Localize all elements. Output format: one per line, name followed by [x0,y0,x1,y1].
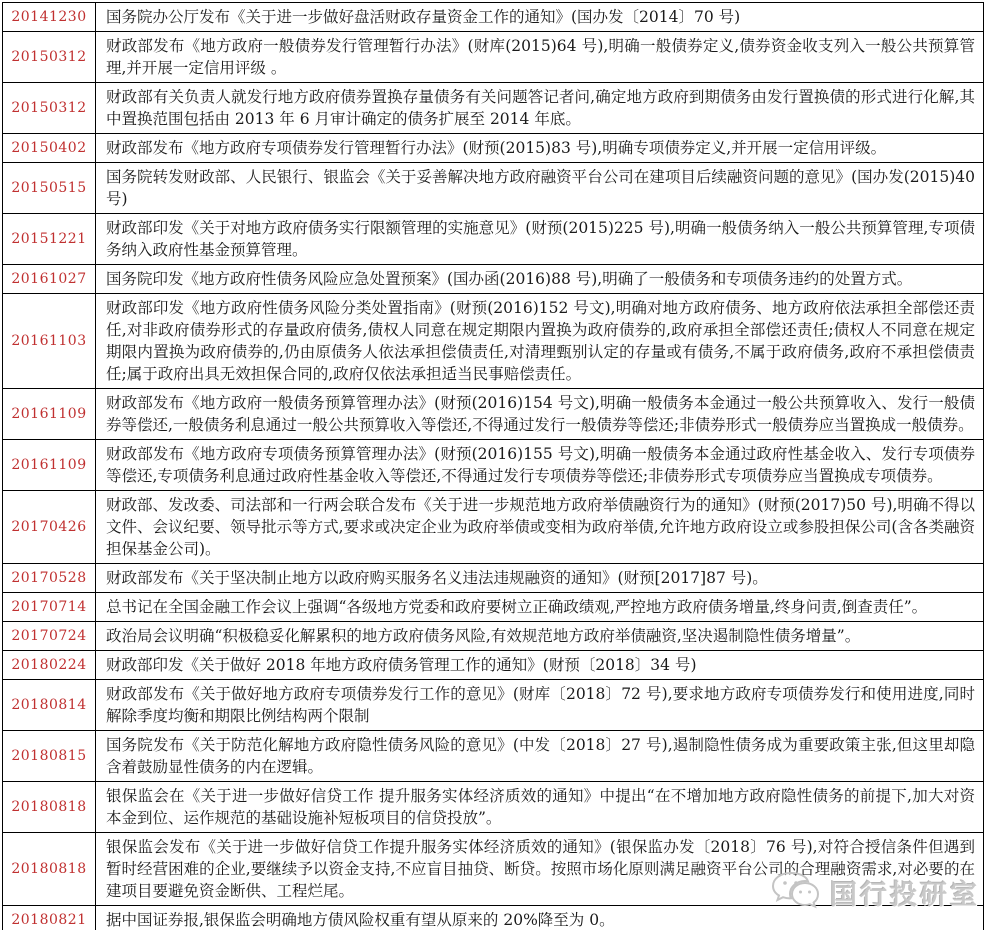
policy-text-cell: 银保监会发布《关于进一步做好信贷工作提升服务实体经济质效的通知》(银保监办发〔2018〕76 号),对符合授信条件但遇到暂时经营困难的企业,要继续予以资金支持,不应盲目抽贷、断贷。按照市场化原则满足融资平台公司的合理融资需求,对必要的在建项目要避免资金断供、工程烂尾。 [96,833,984,906]
policy-text-cell: 国务院发布《关于防范化解地方政府隐性债务风险的意见》(中发〔2018〕27 号),遏制隐性债务成为重要政策主张,但这里却隐含着鼓励显性债务的内在逻辑。 [96,731,984,782]
date-cell: 20180224 [3,651,96,680]
policy-table [2,2,984,930]
date-cell: 20161109 [3,389,96,440]
date-cell: 20180821 [3,906,96,930]
table-row [3,593,984,622]
date-cell: 20170426 [3,491,96,564]
table-row [3,564,984,593]
table-row [3,214,984,265]
table-row [3,680,984,731]
date-cell: 20180815 [3,731,96,782]
table-row [3,3,984,32]
date-cell: 20150402 [3,134,96,163]
policy-text-cell: 国务院转发财政部、人民银行、银监会《关于妥善解决地方政府融资平台公司在建项目后续融资问题的意见》(国办发(2015)40 号) [96,163,984,214]
date-cell: 20170714 [3,593,96,622]
date-cell: 20141230 [3,3,96,32]
table-row [3,833,984,906]
policy-text-cell: 据中国证券报,银保监会明确地方债风险权重有望从原来的 20%降至为 0。 [96,906,984,930]
date-cell: 20150312 [3,83,96,134]
policy-text-cell: 财政部、发改委、司法部和一行两会联合发布《关于进一步规范地方政府举债融资行为的通知》(财预(2017)50 号),明确不得以文件、会议纪要、领导批示等方式,要求或决定企业为政府举债或变相为政府举债,允许地方政府设立或参股担保公司(含各类融资担保基金公司)。 [96,491,984,564]
policy-text-cell: 财政部印发《关于对地方政府债务实行限额管理的实施意见》(财预(2015)225 号),明确一般债务纳入一般公共预算管理,专项债务纳入政府性基金预算管理。 [96,214,984,265]
policy-text-cell: 银保监会在《关于进一步做好信贷工作 提升服务实体经济质效的通知》中提出“在不增加地方政府隐性债务的前提下,加大对资本金到位、运作规范的基础设施补短板项目的信贷投放”。 [96,782,984,833]
table-row [3,651,984,680]
date-cell: 20151221 [3,214,96,265]
policy-text-cell: 财政部印发《关于做好 2018 年地方政府债务管理工作的通知》(财预〔2018〕34 号) [96,651,984,680]
policy-text-cell: 财政部有关负责人就发行地方政府债券置换存量债务有关问题答记者问,确定地方政府到期债务由发行置换债的形式进行化解,其中置换范围包括由 2013 年 6 月审计确定的债务扩展至 2014 年底。 [96,83,984,134]
table-row [3,906,984,930]
policy-text-cell: 财政部印发《地方政府性债务风险分类处置指南》(财预(2016)152 号文),明确对地方政府债务、地方政府依法承担全部偿还责任,对非政府债券形式的存量政府债务,债权人同意在规定期限内置换为政府债券的,政府承担全部偿还责任;债权人不同意在规定期限内置换为政府债券的,仍由原债务人依法承担偿债责任,对清理甄别认定的存量或有债务,不属于政府债务,政府不承担偿债责任;属于政府出具无效担保合同的,政府仅依法承担适当民事赔偿责任。 [96,294,984,389]
date-cell: 20161103 [3,294,96,389]
watermark-label: 国行投研室 [830,879,980,911]
table-row [3,83,984,134]
date-cell: 20180818 [3,782,96,833]
table-row [3,622,984,651]
policy-text-cell: 财政部发布《地方政府专项债务预算管理办法》(财预(2016)155 号文),明确一般债务本金通过政府性基金收入、发行专项债券等偿还,专项债务利息通过政府性基金收入等偿还,不得通过发行专项债券等偿还;非债券形式专项债券应当置换成专项债券。 [96,440,984,491]
date-cell: 20161109 [3,440,96,491]
policy-text-cell: 财政部发布《地方政府专项债券发行管理暂行办法》(财预(2015)83 号),明确专项债券定义,并开展一定信用评级。 [96,134,984,163]
date-cell: 20150515 [3,163,96,214]
policy-text-cell: 国务院办公厅发布《关于进一步做好盘活财政存量资金工作的通知》(国办发〔2014〕70 号) [96,3,984,32]
date-cell: 20180818 [3,833,96,906]
date-cell: 20180814 [3,680,96,731]
table-row [3,32,984,83]
table-row [3,294,984,389]
policy-text-cell: 财政部发布《地方政府一般债券发行管理暂行办法》(财库(2015)64 号),明确一般债券定义,债券资金收支列入一般公共预算管理,并开展一定信用评级 。 [96,32,984,83]
policy-text-cell: 总书记在全国金融工作会议上强调“各级地方党委和政府要树立正确政绩观,严控地方政府债务增量,终身问责,倒查责任”。 [96,593,984,622]
table-row [3,782,984,833]
policy-text-cell: 财政部发布《关于做好地方政府专项债券发行工作的意见》(财库〔2018〕72 号),要求地方政府专项债券发行和使用进度,同时解除季度均衡和期限比例结构两个限制 [96,680,984,731]
date-cell: 20170528 [3,564,96,593]
table-row [3,491,984,564]
table-row [3,163,984,214]
policy-table-body [3,3,984,930]
table-row [3,440,984,491]
table-row [3,265,984,294]
date-cell: 20170724 [3,622,96,651]
policy-text-cell: 财政部发布《关于坚决制止地方以政府购买服务名义违法违规融资的通知》(财预[2017]87 号)。 [96,564,984,593]
policy-text-cell: 国务院印发《地方政府性债务风险应急处置预案》(国办函(2016)88 号),明确了一般债务和专项债务违约的处置方式。 [96,265,984,294]
policy-text-cell: 财政部发布《地方政府一般债务预算管理办法》(财预(2016)154 号文),明确一般债务本金通过一般公共预算收入、发行一般债券等偿还,一般债务利息通过一般公共预算收入等偿还,不得通过发行一般债券等偿还;非债券形式一般债券应当置换成一般债券。 [96,389,984,440]
table-row [3,389,984,440]
table-row [3,134,984,163]
date-cell: 20161027 [3,265,96,294]
date-cell: 20150312 [3,32,96,83]
policy-text-cell: 政治局会议明确“积极稳妥化解累积的地方政府债务风险,有效规范地方政府举债融资,坚决遏制隐性债务增量”。 [96,622,984,651]
table-row [3,731,984,782]
